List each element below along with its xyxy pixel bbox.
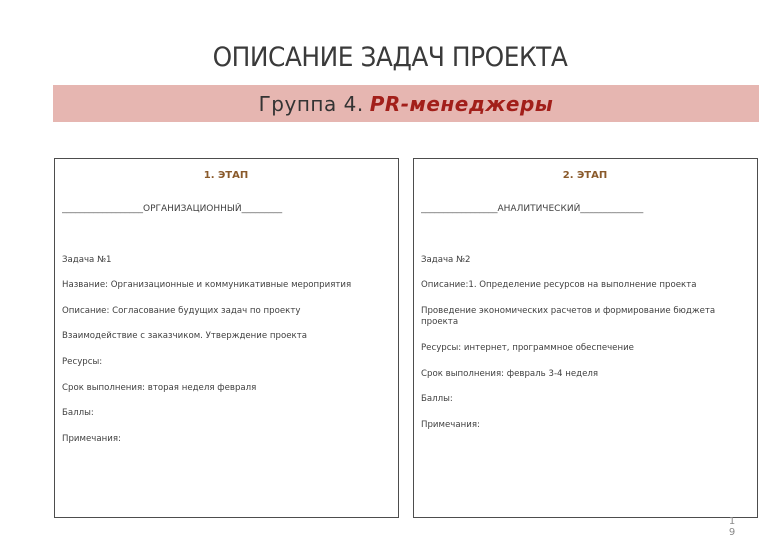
stage-1-kind: __________________ОРГАНИЗАЦИОННЫЙ_________ [62,203,283,214]
stage-2-kind: _________________АНАЛИТИЧЕСКИЙ______________ [421,203,644,214]
group-name: PR-менеджеры [369,91,554,116]
stage-1-description: Описание: Согласование будущих задач по проекту [62,305,301,316]
group-banner [53,85,759,122]
stage-2-notes: Примечания: [421,419,480,430]
stage-1-notes: Примечания: [62,433,121,444]
stage-2-task: Задача №2 [421,254,471,265]
group-label: Группа 4. [258,91,364,116]
stage-2-heading: 2. ЭТАП [562,170,608,181]
stage-2-points: Баллы: [421,394,453,405]
stage-1-task: Задача №1 [62,254,112,265]
stage-2-card [413,158,758,518]
stage-2-resources: Ресурсы: интернет, программное обеспечение [421,343,634,354]
page-number-top: 1 [728,516,736,527]
stage-1-interaction: Взаимодействие с заказчиком. Утверждение проекта [62,331,307,342]
page-number-bottom: 9 [728,527,736,538]
stage-1-heading: 1. ЭТАП [203,170,249,181]
stage-2-description: Описание:1. Определение ресурсов на выполнение проекта [421,280,697,291]
stage-1-name: Название: Организационные и коммуникативные мероприятия [62,280,352,291]
stage-1-resources: Ресурсы: [62,357,103,368]
stage-1-points: Баллы: [62,408,94,419]
stage-2-deadline: Срок выполнения: февраль 3-4 неделя [421,368,599,379]
slide-title: ОПИСАНИЕ ЗАДАЧ ПРОЕКТА [212,42,568,73]
stage-1-deadline: Срок выполнения: вторая неделя февраля [62,382,257,393]
stage-1-card [54,158,399,518]
stage-2-economics: Проведение экономических расчетов и формирование бюджета проекта [421,305,716,328]
page-number [726,516,738,538]
